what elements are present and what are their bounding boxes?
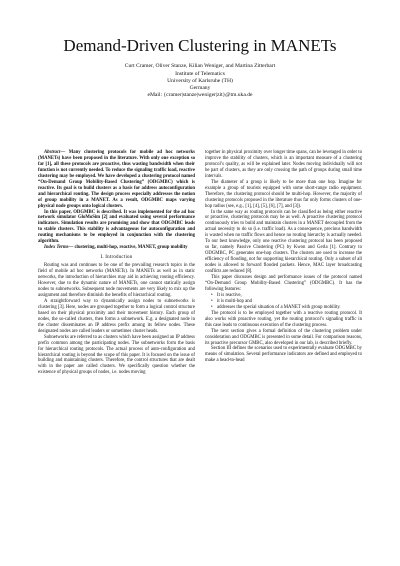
intro-paragraph-3: Subnetworks are referred to as clusters which have been assigned an IP address prefix common among the participating nodes. The subnetworks form the basis for hierarchical routing protocols. The actual process of auto-configuration and hierarchical routing is beyond the scope of this paper. It is focused on the issue of building and maintaining clusters. Therefore, the control structures that are dealt with in the paper are called clusters. We specifically question whether the existence of physical groups of nodes, i.e. nodes moving [38, 334, 195, 376]
right-paragraph-2: The diameter of a group is likely to be more than one hop. Imagine for example a group of tourists equipped with some short-range radio equipment. Therefore, the clustering protocol should be multi-hop. However, the majority of clustering protocols proposed in the literature thus far only forms clusters of one-hop radius (see, e.g., [1], [4], [5], [6], [7], and [3]). [205, 179, 362, 209]
index-terms [38, 245, 195, 251]
section-heading-introduction: I. Introduction [100, 255, 133, 261]
left-column [38, 150, 195, 376]
right-paragraph-7: Section III defines the scenarios used to experimentally evaluate ODGMBC by means of simulation. Several performance indicators are defined and employed to make a head-to-head [205, 346, 362, 364]
index-terms-label: Index Terms [44, 245, 69, 251]
feature-item: • addresses the special situation of a MANET with group mobility. [217, 305, 362, 311]
two-column-body [38, 150, 362, 376]
author-list: Curt Cramer, Oliver Stanze, Kilian Weniger, and Martina Zitterbart [124, 63, 276, 69]
right-paragraph-4: This paper discusses design and performance issues of the protocol named “On-Demand Group Mobility-Based Clustering” (ODGMBC). It has the following features: [205, 275, 362, 292]
abstract-paragraph [38, 150, 195, 210]
affiliation-university: University of Karlsruhe (TH) [167, 78, 233, 84]
affiliation-country: Germany [189, 85, 211, 91]
right-paragraph-6: The next section gives a formal definition of the clustering problem under consideration and ODGMBC is presented in some detail. For comparison reasons, its proactive precursor GMBC, also developed in our lab, is described briefly. [205, 328, 362, 346]
paper-title: Demand-Driven Clustering in MANETs [63, 36, 337, 55]
abstract-text: — Many clustering protocols for mobile ad hoc networks (MANETs) have been proposed in the literature. With only one exception so far [1], all these protocols are proactive, thus wasting bandwidth when their function is not currently needed. To reduce the signaling traffic load, reactive clustering may be employed. We have developed a clustering protocol named “On-Demand Group Mobility-Based Clustering” (ODGMBC) which is reactive. Its goal is to build clusters as a basis for address autoconfiguration and hierarchical routing. The design process especially addresses the notion of group mobility in a MANET. As a result, ODGMBC maps varying physical node groups onto logical clusters. [38, 150, 195, 209]
intro-paragraph-1: Routing was and continues to be one of the prevailing research topics in the field of mobile ad hoc networks (MANETs). In MANETs as well as in static networks, the introduction of hierarchies may aid in achieving routing efficiency. However, due to the dynamic nature of MANETs, one cannot statically assign nodes to subnetworks. Subsequent node movements are very likely to mix up the assignment and therefore diminish the benefits of hierarchical routing. [38, 263, 195, 298]
right-paragraph-3: In the same way as routing protocols can be classified as being either reactive or proactive, clustering protocols may be as well. A proactive clustering protocol continuously tries to build and maintain clusters in a MANET decoupled from the actual necessity to do so (i.e. traffic load). As a consequence, precious bandwidth is wasted when no traffic flows and hence no routing hierarchy is actually needed. To our best knowledge, only one reactive clustering protocol has been proposed so far, namely Passive Clustering (PC) by Kwon and Gerla [1]. Contrary to ODGMBC, PC generates one-hop clusters. The clusters are used to increase the efficiency of flooding, not for supporting hierarchical routing. Only a subset of all nodes is allowed to forward flooded packets. Hence, MAC layer broadcasting conflicts are reduced [8]. [205, 209, 362, 275]
feature-item: • it is multi-hop and [217, 299, 362, 305]
affiliation-email: eMail: {cramer|stanze|weniger|zit}@tm.uka.de [147, 92, 253, 98]
abstract-label: Abstract [44, 150, 61, 155]
abstract-paragraph-2: In this paper, ODGMBC is described. It was implemented for the ad hoc network simulator GloMoSim [2] and evaluated using several performance indicators. Simulation results are promising and show that ODGMBC leads to stable clusters. This stability is advantageous for autoconfiguration and routing mechanisms to be employed in conjunction with the clustering algorithm. [38, 209, 195, 245]
right-paragraph-5: The protocol is to be employed together with a reactive routing protocol. It also works with proactive routing, yet the routing protocol’s signaling traffic in this case leads to continuous execution of the clustering process. [205, 310, 362, 328]
right-column [205, 150, 362, 376]
feature-item: • It is reactive, [217, 293, 362, 299]
index-terms-text: — clustering, multi-hop, reactive, MANET, group mobility [68, 245, 188, 251]
affiliation-block [38, 71, 362, 99]
intro-paragraph-2: A straightforward way to dynamically assign nodes to subnetworks is clustering [3]. Here, nodes are grouped together to form a logical control structure based on their physical proximity and their movement history. Each group of nodes, the so-called clusters, then forms a subnetwork. E.g. a designated node in the cluster disseminates an IP address prefix among its fellow nodes. These designated nodes are called leaders or sometimes cluster heads. [38, 298, 195, 334]
affiliation-institute: Institute of Telematics [175, 71, 225, 77]
right-paragraph-1: together in physical proximity over longer time spans, can be leveraged in order to improve the stability of clusters, which is an important measure of a clustering protocol’s quality, as will be explained later. Nodes moving individually will not be part of clusters, as they are only crossing the path of groups during small time intervals. [205, 150, 362, 179]
feature-list [205, 293, 362, 311]
